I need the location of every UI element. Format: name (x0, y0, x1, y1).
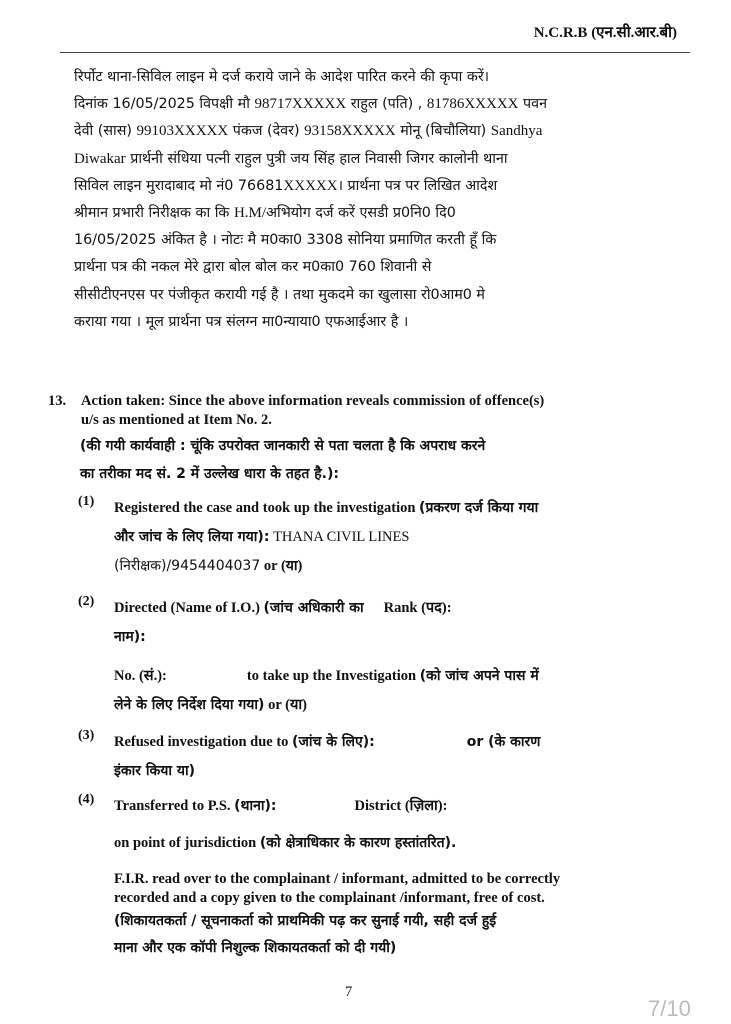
complaint-paragraph (74, 64, 664, 336)
fir-line-2: recorded and a copy given to the complainant /informant, free of cost. (114, 890, 545, 906)
para-line-5: सिविल लाइन मुरादाबाद मो नं0 76681XXXXX। प्रार्थना पत्र पर लिखित आदेश (74, 177, 498, 194)
section-13-hindi-line-2: का तरीका मद सं. 2 में उल्लेख धारा के तहत है.): (80, 466, 339, 482)
para-line-1: रिर्पोट थाना-सिविल लाइन मे दर्ज कराये जाने के आदेश पारित करने की कृपा करें। (74, 69, 490, 85)
section-13-hindi (80, 432, 670, 488)
item-4: (4) Transferred to P.S. (थाना): District (ज़िला): on point of jurisdiction (को क्षेत्राधिकार के कारण हस्तांतरित). (78, 792, 457, 851)
section-13-line-1: Action taken: Since the above information reveals commission of offence(s) (81, 393, 545, 409)
header-divider (60, 52, 690, 53)
para-line-6: श्रीमान प्रभारी निरीक्षक का कि H.M/अभियोग दर्ज करें एसडी प्र0नि0 दि0 (74, 205, 456, 222)
item-number: (4) (78, 792, 95, 807)
page-header: N.C.R.B (एन.सी.आर.बी) (533, 25, 677, 41)
item-number: (3) (78, 728, 95, 743)
para-line-8: प्रार्थना पत्र की नकल मेरे द्वारा बोल बोल कर म0का0 760 शिवानी से (74, 259, 432, 276)
para-line-4: Diwakar प्रार्थनी संधिया पत्नी राहुल पुत्री जय सिंह हाल निवासी जिगर कालोनी थाना (74, 150, 508, 167)
item-number: (2) (78, 594, 95, 609)
fir-line-1: F.I.R. read over to the complainant / informant, admitted to be correctly (114, 871, 561, 887)
para-line-9: सीसीटीएनएस पर पंजीकृत करायी गई है । तथा मुकदमे का खुलासा रो0आम0 मे (74, 286, 485, 303)
para-line-3: देवी (सास) 99103XXXXX पंकज (देवर) 93158XXXXX मोनू (बिचौलिया) Sandhya (74, 123, 543, 140)
item-3: (3) Refused investigation due to (जांच के लिए): or (के कारण इंकार किया या) (78, 728, 541, 779)
item-number: (1) (78, 494, 95, 509)
para-line-2: दिनांक 16/05/2025 विपक्षी मौ 98717XXXXX राहुल (पति) , 81786XXXXX पवन (74, 96, 548, 113)
fir-hindi-line-2: माना और एक कॉपी निशुल्क शिकायतकर्ता को दी गयी) (114, 940, 397, 956)
section-13-heading (48, 392, 668, 430)
fir-declaration (114, 870, 674, 962)
para-line-10: कराया गया । मूल प्रार्थना पत्र संलग्न मा0न्याया0 एफआईआर है । (74, 313, 409, 330)
viewer-page-counter: 7/10 (648, 996, 691, 1021)
para-line-7: 16/05/2025 अंकित है । नोटः मै म0का0 3308 सोनिया प्रमाणित करती हूँ कि (74, 232, 497, 249)
item-2: (2) Directed (Name of I.O.) (जांच अधिकारी का Rank (पद): नाम): No. (सं.): to take up the Investigation (को जांच अपने पास में लेने के लिए निर्देश दिया गया) or (या) (78, 594, 539, 713)
fir-hindi-line-1: (शिकायतकर्ता / सूचनाकर्ता को प्राथमिकी पढ़ कर सुनाई गयी, सही दर्ज हुई (114, 913, 497, 929)
section-13-line-2: u/s as mentioned at Item No. 2. (81, 412, 272, 428)
item-1: (1) Registered the case and took up the investigation (प्रकरण दर्ज किया गया और जांच के लिए लिया गया): THANA CIVIL LINES (निरीक्षक)/9454404037 or (या) (78, 494, 539, 574)
section-number: 13. (48, 393, 67, 409)
page-number: 7 (345, 984, 353, 1000)
section-13-hindi-line-1: (की गयी कार्यवाही : चूंकि उपरोक्त जानकारी से पता चलता है कि अपराध करने (80, 438, 486, 454)
police-station-value: THANA CIVIL LINES (269, 529, 410, 545)
rank-phone-value: (निरीक्षक)/9454404037 (114, 558, 261, 574)
